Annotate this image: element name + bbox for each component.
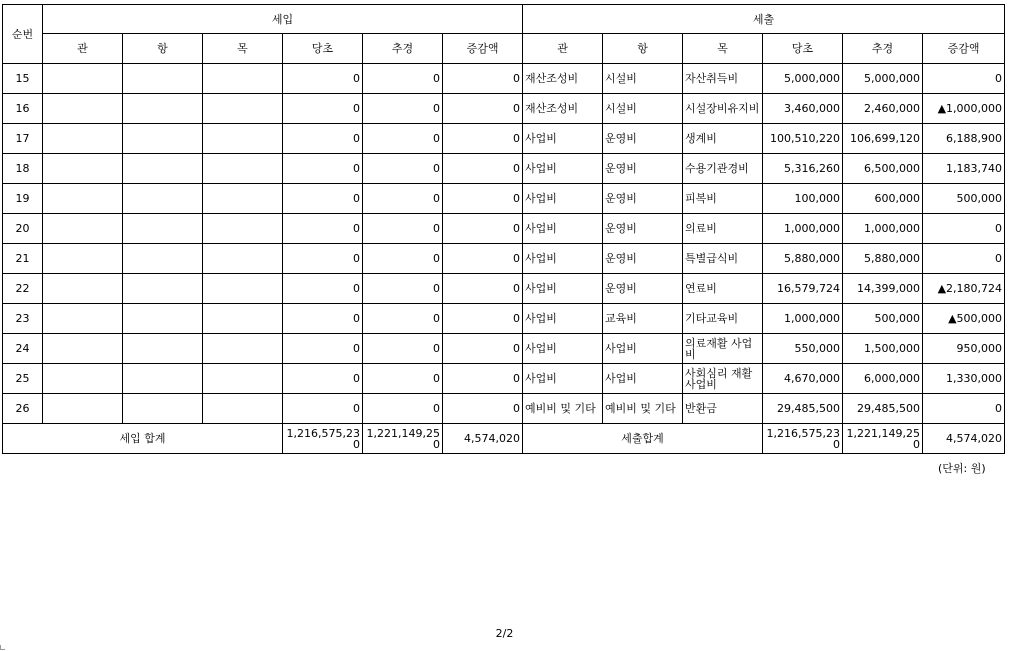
cell-income-initial: 0 xyxy=(283,334,363,364)
table-row xyxy=(3,304,1005,334)
cell-income-hang xyxy=(123,334,203,364)
cell-income-gwan xyxy=(43,124,123,154)
cell-income-gwan xyxy=(43,94,123,124)
cell-income-mok xyxy=(203,244,283,274)
header-col-3: 당초 xyxy=(283,34,363,64)
cell-income-revised: 0 xyxy=(363,64,443,94)
table-row xyxy=(3,334,1005,364)
cell-expense-revised: 5,880,000 xyxy=(843,244,923,274)
cell-income-change: 0 xyxy=(443,154,523,184)
header-col-9: 당초 xyxy=(763,34,843,64)
cell-income-change: 0 xyxy=(443,214,523,244)
cell-income-hang xyxy=(123,124,203,154)
cell-expense-mok: 피복비 xyxy=(683,184,763,214)
cell-seq: 18 xyxy=(3,154,43,184)
cell-seq: 23 xyxy=(3,304,43,334)
cell-seq: 17 xyxy=(3,124,43,154)
cell-expense-mok: 사회심리 재활 사업비 xyxy=(683,364,763,394)
table-row xyxy=(3,184,1005,214)
unit-note: (단위: 원) xyxy=(938,462,986,475)
cell-income-change: 0 xyxy=(443,64,523,94)
cell-expense-gwan: 사업비 xyxy=(523,364,603,394)
cell-income-hang xyxy=(123,244,203,274)
cell-expense-change: ▲2,180,724 xyxy=(923,274,1005,304)
cell-income-mok xyxy=(203,184,283,214)
cell-income-mok xyxy=(203,364,283,394)
cell-expense-hang: 시설비 xyxy=(603,94,683,124)
cell-expense-initial: 100,000 xyxy=(763,184,843,214)
budget-table xyxy=(2,4,1005,454)
header-col-2: 목 xyxy=(203,34,283,64)
header-col-11: 증감액 xyxy=(923,34,1005,64)
cell-income-revised: 0 xyxy=(363,94,443,124)
cell-income-hang xyxy=(123,184,203,214)
header-col-0: 관 xyxy=(43,34,123,64)
cell-expense-change: 0 xyxy=(923,64,1005,94)
cell-expense-hang: 운영비 xyxy=(603,244,683,274)
cell-expense-initial: 1,000,000 xyxy=(763,214,843,244)
cell-expense-gwan: 사업비 xyxy=(523,274,603,304)
cell-expense-hang: 운영비 xyxy=(603,124,683,154)
cell-seq: 26 xyxy=(3,394,43,424)
cell-expense-hang: 예비비 및 기타 xyxy=(603,394,683,424)
cell-expense-change: 500,000 xyxy=(923,184,1005,214)
table-row xyxy=(3,94,1005,124)
header-expense: 세출 xyxy=(523,5,1005,34)
cell-income-initial: 0 xyxy=(283,184,363,214)
cell-expense-mok: 특별급식비 xyxy=(683,244,763,274)
header-col-4: 추경 xyxy=(363,34,443,64)
cell-expense-initial: 4,670,000 xyxy=(763,364,843,394)
header-col-7: 항 xyxy=(603,34,683,64)
cell-expense-change: 0 xyxy=(923,214,1005,244)
cell-expense-hang: 운영비 xyxy=(603,184,683,214)
totals-row xyxy=(3,424,1005,454)
cell-expense-revised: 6,500,000 xyxy=(843,154,923,184)
cell-income-gwan xyxy=(43,274,123,304)
cell-seq: 15 xyxy=(3,64,43,94)
cell-income-hang xyxy=(123,94,203,124)
cell-income-change: 0 xyxy=(443,124,523,154)
cell-expense-gwan: 사업비 xyxy=(523,124,603,154)
cell-expense-mok: 기타교육비 xyxy=(683,304,763,334)
cell-expense-initial: 5,000,000 xyxy=(763,64,843,94)
cell-income-mok xyxy=(203,304,283,334)
table-row xyxy=(3,274,1005,304)
cell-income-revised: 0 xyxy=(363,214,443,244)
cell-income-revised: 0 xyxy=(363,364,443,394)
cell-expense-hang: 시설비 xyxy=(603,64,683,94)
expense-total-change: 4,574,020 xyxy=(923,424,1005,454)
expense-total-initial: 1,216,575,230 xyxy=(763,424,843,454)
expense-total-label: 세출합계 xyxy=(523,424,763,454)
cell-expense-initial: 100,510,220 xyxy=(763,124,843,154)
header-row-group xyxy=(3,5,1005,34)
cell-expense-gwan: 사업비 xyxy=(523,244,603,274)
cell-expense-initial: 16,579,724 xyxy=(763,274,843,304)
cell-income-initial: 0 xyxy=(283,64,363,94)
cell-income-mok xyxy=(203,214,283,244)
cell-income-revised: 0 xyxy=(363,244,443,274)
cell-income-gwan xyxy=(43,184,123,214)
cell-expense-gwan: 사업비 xyxy=(523,184,603,214)
cell-expense-gwan: 사업비 xyxy=(523,304,603,334)
header-seq: 순번 xyxy=(3,5,43,64)
cell-income-mok xyxy=(203,124,283,154)
cell-income-change: 0 xyxy=(443,94,523,124)
cell-income-gwan xyxy=(43,214,123,244)
cell-expense-revised: 600,000 xyxy=(843,184,923,214)
cell-income-change: 0 xyxy=(443,394,523,424)
cell-income-gwan xyxy=(43,364,123,394)
cell-expense-hang: 운영비 xyxy=(603,154,683,184)
cell-income-revised: 0 xyxy=(363,124,443,154)
cell-income-initial: 0 xyxy=(283,244,363,274)
cell-expense-change: ▲1,000,000 xyxy=(923,94,1005,124)
cell-income-hang xyxy=(123,154,203,184)
income-total-label: 세입 합계 xyxy=(3,424,283,454)
cell-expense-mok: 생계비 xyxy=(683,124,763,154)
cell-expense-initial: 5,880,000 xyxy=(763,244,843,274)
cell-expense-gwan: 사업비 xyxy=(523,154,603,184)
cell-expense-hang: 운영비 xyxy=(603,274,683,304)
cell-expense-initial: 550,000 xyxy=(763,334,843,364)
cell-expense-mok: 의료비 xyxy=(683,214,763,244)
cell-expense-mok: 의료재활 사업비 xyxy=(683,334,763,364)
cell-expense-revised: 1,000,000 xyxy=(843,214,923,244)
cell-income-gwan xyxy=(43,244,123,274)
header-income: 세입 xyxy=(43,5,523,34)
cell-expense-revised: 14,399,000 xyxy=(843,274,923,304)
header-row-columns xyxy=(3,34,1005,64)
cell-expense-gwan: 예비비 및 기타 xyxy=(523,394,603,424)
cell-expense-change: 0 xyxy=(923,394,1005,424)
cell-expense-change: ▲500,000 xyxy=(923,304,1005,334)
corner-mark xyxy=(0,645,5,650)
cell-expense-hang: 사업비 xyxy=(603,334,683,364)
cell-expense-gwan: 재산조성비 xyxy=(523,94,603,124)
cell-income-hang xyxy=(123,364,203,394)
cell-expense-revised: 29,485,500 xyxy=(843,394,923,424)
income-total-revised: 1,221,149,250 xyxy=(363,424,443,454)
cell-expense-mok: 반환금 xyxy=(683,394,763,424)
cell-expense-revised: 6,000,000 xyxy=(843,364,923,394)
cell-expense-revised: 106,699,120 xyxy=(843,124,923,154)
cell-income-initial: 0 xyxy=(283,154,363,184)
cell-expense-hang: 사업비 xyxy=(603,364,683,394)
cell-income-change: 0 xyxy=(443,244,523,274)
cell-expense-initial: 5,316,260 xyxy=(763,154,843,184)
cell-income-gwan xyxy=(43,394,123,424)
cell-expense-revised: 5,000,000 xyxy=(843,64,923,94)
header-col-10: 추경 xyxy=(843,34,923,64)
cell-expense-mok: 자산취득비 xyxy=(683,64,763,94)
cell-income-gwan xyxy=(43,304,123,334)
cell-income-initial: 0 xyxy=(283,364,363,394)
cell-expense-revised: 500,000 xyxy=(843,304,923,334)
cell-expense-change: 0 xyxy=(923,244,1005,274)
expense-total-revised: 1,221,149,250 xyxy=(843,424,923,454)
cell-income-mok xyxy=(203,154,283,184)
cell-seq: 24 xyxy=(3,334,43,364)
cell-seq: 25 xyxy=(3,364,43,394)
table-row xyxy=(3,124,1005,154)
cell-income-revised: 0 xyxy=(363,274,443,304)
cell-income-revised: 0 xyxy=(363,184,443,214)
header-col-8: 목 xyxy=(683,34,763,64)
cell-seq: 19 xyxy=(3,184,43,214)
cell-income-initial: 0 xyxy=(283,394,363,424)
cell-income-mok xyxy=(203,94,283,124)
cell-expense-initial: 1,000,000 xyxy=(763,304,843,334)
cell-expense-gwan: 재산조성비 xyxy=(523,64,603,94)
cell-expense-change: 1,330,000 xyxy=(923,364,1005,394)
cell-income-mok xyxy=(203,64,283,94)
cell-income-initial: 0 xyxy=(283,214,363,244)
cell-expense-hang: 운영비 xyxy=(603,214,683,244)
cell-expense-hang: 교육비 xyxy=(603,304,683,334)
table-row xyxy=(3,364,1005,394)
table-row xyxy=(3,214,1005,244)
table-row xyxy=(3,154,1005,184)
cell-income-revised: 0 xyxy=(363,154,443,184)
cell-expense-initial: 29,485,500 xyxy=(763,394,843,424)
cell-expense-mok: 수용기관경비 xyxy=(683,154,763,184)
header-col-6: 관 xyxy=(523,34,603,64)
cell-income-initial: 0 xyxy=(283,124,363,154)
cell-income-hang xyxy=(123,394,203,424)
cell-seq: 20 xyxy=(3,214,43,244)
cell-income-revised: 0 xyxy=(363,304,443,334)
cell-income-hang xyxy=(123,214,203,244)
cell-income-revised: 0 xyxy=(363,334,443,364)
cell-income-hang xyxy=(123,304,203,334)
cell-expense-gwan: 사업비 xyxy=(523,334,603,364)
cell-expense-change: 6,188,900 xyxy=(923,124,1005,154)
cell-income-hang xyxy=(123,274,203,304)
cell-expense-change: 1,183,740 xyxy=(923,154,1005,184)
table-row xyxy=(3,244,1005,274)
cell-income-change: 0 xyxy=(443,334,523,364)
cell-income-mok xyxy=(203,334,283,364)
cell-seq: 22 xyxy=(3,274,43,304)
cell-income-initial: 0 xyxy=(283,94,363,124)
cell-expense-change: 950,000 xyxy=(923,334,1005,364)
cell-income-change: 0 xyxy=(443,184,523,214)
table-body xyxy=(3,64,1005,424)
cell-seq: 16 xyxy=(3,94,43,124)
cell-income-change: 0 xyxy=(443,304,523,334)
cell-income-change: 0 xyxy=(443,364,523,394)
cell-income-gwan xyxy=(43,64,123,94)
cell-income-gwan xyxy=(43,334,123,364)
cell-income-revised: 0 xyxy=(363,394,443,424)
header-col-1: 항 xyxy=(123,34,203,64)
income-total-change: 4,574,020 xyxy=(443,424,523,454)
cell-expense-initial: 3,460,000 xyxy=(763,94,843,124)
cell-expense-revised: 2,460,000 xyxy=(843,94,923,124)
header-col-5: 증감액 xyxy=(443,34,523,64)
cell-expense-revised: 1,500,000 xyxy=(843,334,923,364)
cell-income-mok xyxy=(203,394,283,424)
income-total-initial: 1,216,575,230 xyxy=(283,424,363,454)
cell-expense-mok: 시설장비유지비 xyxy=(683,94,763,124)
cell-income-mok xyxy=(203,274,283,304)
cell-expense-gwan: 사업비 xyxy=(523,214,603,244)
cell-income-initial: 0 xyxy=(283,304,363,334)
cell-income-change: 0 xyxy=(443,274,523,304)
page-number: 2/2 xyxy=(495,627,514,640)
table-row xyxy=(3,394,1005,424)
cell-income-gwan xyxy=(43,154,123,184)
cell-income-hang xyxy=(123,64,203,94)
cell-seq: 21 xyxy=(3,244,43,274)
cell-expense-mok: 연료비 xyxy=(683,274,763,304)
cell-income-initial: 0 xyxy=(283,274,363,304)
table-row xyxy=(3,64,1005,94)
